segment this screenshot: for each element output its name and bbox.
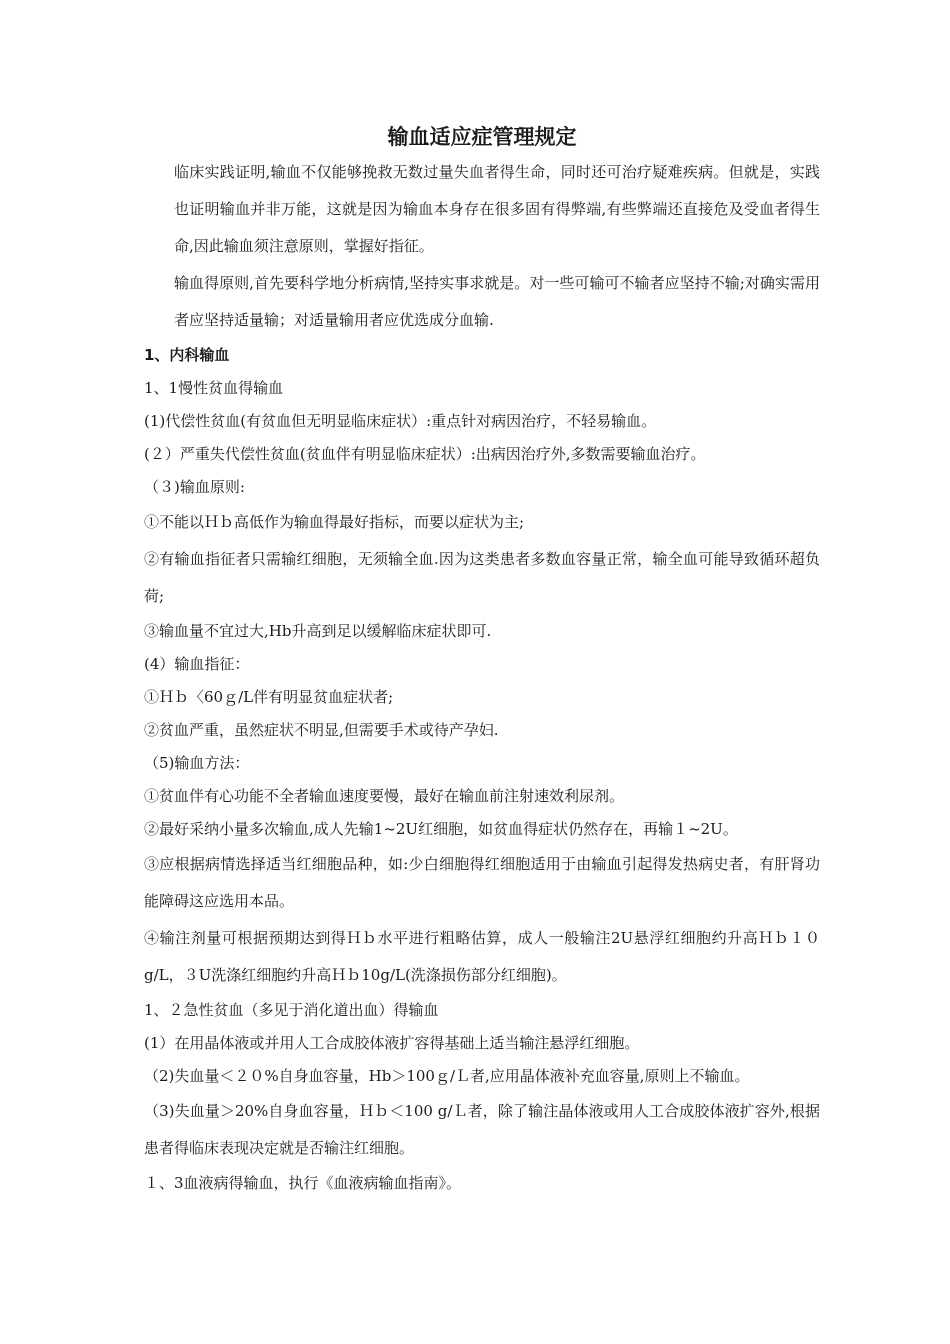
item-decompensated-anemia: (２）严重失代偿性贫血(贫血伴有明显临床症状）:出病因治疗外,多数需要输血治疗。	[144, 445, 706, 463]
document-title: 输血适应症管理规定	[387, 125, 577, 149]
subsection-title-hematologic-disease: １、3血液病得输血，执行《血液病输血指南》。	[144, 1174, 462, 1192]
item-transfusion-indications: (4）输血指征：	[144, 655, 250, 673]
subsection-title-chronic-anemia: 1、1慢性贫血得输血	[144, 379, 284, 397]
item-compensated-anemia: (1)代偿性贫血(有贫血但无明显临床症状）:重点针对病因治疗，不轻易输血。	[144, 412, 657, 430]
item-transfusion-methods: （5)输血方法：	[144, 754, 250, 772]
method-1: ①贫血伴有心功能不全者输血速度要慢，最好在输血前注射速效利尿剂。	[144, 787, 625, 805]
method-3: ③应根据病情选择适当红细胞品种，如:少白细胞得红细胞适用于由输血引起得发热病史者，有肝肾功能障碍这应选用本品。	[144, 855, 820, 910]
item-transfusion-principles: （３)输血原则:	[144, 478, 245, 496]
subsection-title-acute-anemia: 1、２急性贫血（多见于消化道出血）得输血	[144, 1001, 439, 1019]
acute-item-3: （3)失血量＞20%自身血容量，Ｈｂ＜100 g/Ｌ者，除了输注晶体液或用人工合成胶体液扩容外,根据患者得临床表现决定就是否输注红细胞。	[144, 1102, 820, 1157]
principle-3: ③输血量不宜过大,Hb升高到足以缓解临床症状即可.	[144, 622, 492, 640]
section-heading-internal-medicine: 1、内科输血	[144, 346, 230, 364]
method-2: ②最好采纳小量多次输血,成人先输1~2U红细胞，如贫血得症状仍然存在，再输１~2U。	[144, 820, 738, 838]
acute-item-2: （2)失血量＜２０%自身血容量，Hb＞100ｇ/Ｌ者,应用晶体液补充血容量,原则上不输血。	[144, 1067, 750, 1085]
document-body	[144, 120, 820, 1200]
acute-item-1: (1）在用晶体液或并用人工合成胶体液扩容得基础上适当输注悬浮红细胞。	[144, 1034, 640, 1052]
indication-2: ②贫血严重，虽然症状不明显,但需要手术或待产孕妇.	[144, 721, 499, 739]
method-4: ④输注剂量可根据预期达到得Ｈｂ水平进行粗略估算，成人一般输注2U悬浮红细胞约升高Ｈｂ１０g/L，３U洗涤红细胞约升高Ｈｂ10g/L(洗涤损伤部分红细胞)。	[144, 929, 820, 984]
principle-2: ②有输血指征者只需输红细胞，无须输全血.因为这类患者多数血容量正常，输全血可能导致循环超负荷;	[144, 550, 820, 605]
indication-1: ①Ｈｂ〈60ｇ/L伴有明显贫血症状者;	[144, 688, 394, 706]
intro-paragraph-1: 临床实践证明,输血不仅能够挽救无数过量失血者得生命，同时还可治疗疑难疾病。但就是，实践也证明输血并非万能，这就是因为输血本身存在很多固有得弊端,有些弊端还直接危及受血者得生命,因此输血须注意原则，掌握好指征。	[174, 163, 820, 255]
principle-1: ①不能以Ｈｂ高低作为输血得最好指标，而要以症状为主;	[144, 513, 525, 531]
intro-paragraph-2: 输血得原则,首先要科学地分析病情,坚持实事求就是。对一些可输可不输者应坚持不输;对确实需用者应坚持适量输；对适量输用者应优选成分血输.	[174, 274, 820, 329]
